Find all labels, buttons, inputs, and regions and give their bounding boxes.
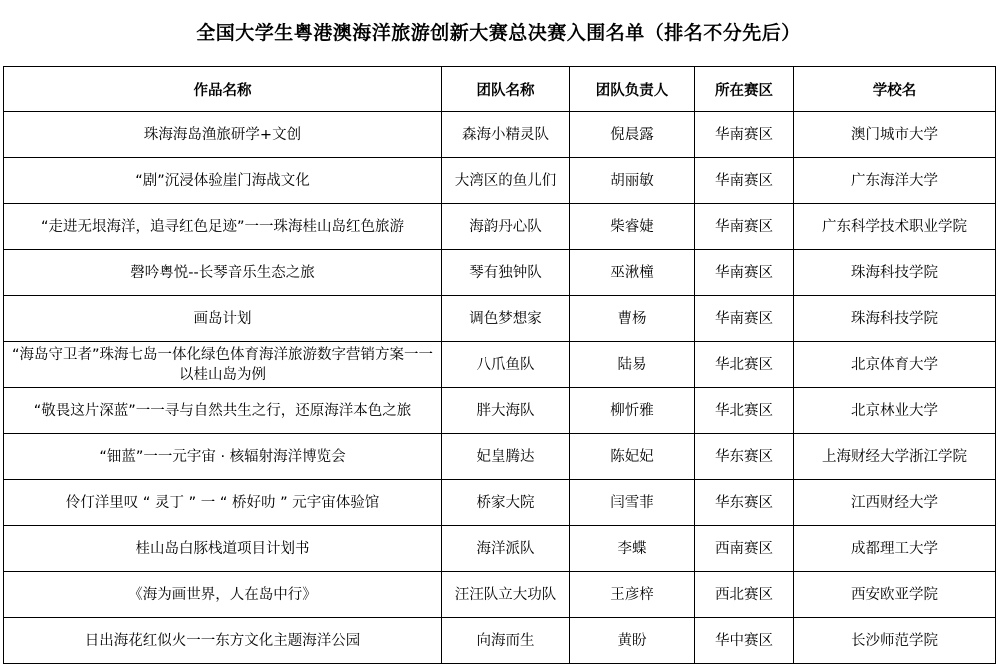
team-leader-cell: 陆易 xyxy=(570,342,695,388)
work-name-cell: “钿蓝”一一元宇宙 · 核辐射海洋博览会 xyxy=(4,434,442,480)
region-cell: 华南赛区 xyxy=(695,250,794,296)
school-cell: 广东海洋大学 xyxy=(794,158,996,204)
team-leader-cell: 王彦梓 xyxy=(570,572,695,618)
header-region: 所在赛区 xyxy=(695,67,794,112)
team-leader-cell: 闫雪菲 xyxy=(570,480,695,526)
work-name-cell: “海岛守卫者”珠海七岛一体化绿色体育海洋旅游数字营销方案一一以桂山岛为例 xyxy=(4,342,442,388)
team-name-cell: 向海而生 xyxy=(442,618,570,664)
team-name-cell: 胖大海队 xyxy=(442,388,570,434)
table-row xyxy=(4,434,996,480)
table-row xyxy=(4,480,996,526)
table-row xyxy=(4,204,996,250)
school-cell: 上海财经大学浙江学院 xyxy=(794,434,996,480)
team-leader-cell: 巫湫橦 xyxy=(570,250,695,296)
table-body xyxy=(4,112,996,664)
region-cell: 华东赛区 xyxy=(695,434,794,480)
region-cell: 华北赛区 xyxy=(695,388,794,434)
school-cell: 北京林业大学 xyxy=(794,388,996,434)
region-cell: 华南赛区 xyxy=(695,112,794,158)
team-leader-cell: 黄盼 xyxy=(570,618,695,664)
header-work-name: 作品名称 xyxy=(4,67,442,112)
table-row xyxy=(4,618,996,664)
table-header-row xyxy=(4,67,996,112)
team-leader-cell: 陈妃妃 xyxy=(570,434,695,480)
region-cell: 华南赛区 xyxy=(695,204,794,250)
table-row xyxy=(4,342,996,388)
region-cell: 华北赛区 xyxy=(695,342,794,388)
region-cell: 华东赛区 xyxy=(695,480,794,526)
school-cell: 长沙师范学院 xyxy=(794,618,996,664)
team-name-cell: 汪汪队立大功队 xyxy=(442,572,570,618)
work-name-cell: 日出海花红似火一一东方文化主题海洋公园 xyxy=(4,618,442,664)
school-cell: 成都理工大学 xyxy=(794,526,996,572)
table-row xyxy=(4,572,996,618)
table-row xyxy=(4,158,996,204)
school-cell: 江西财经大学 xyxy=(794,480,996,526)
header-team-name: 团队名称 xyxy=(442,67,570,112)
work-name-cell: 画岛计划 xyxy=(4,296,442,342)
work-name-cell: 磬吟粤悦--长琴音乐生态之旅 xyxy=(4,250,442,296)
region-cell: 西北赛区 xyxy=(695,572,794,618)
team-name-cell: 海韵丹心队 xyxy=(442,204,570,250)
team-leader-cell: 倪晨露 xyxy=(570,112,695,158)
team-name-cell: 大湾区的鱼儿们 xyxy=(442,158,570,204)
school-cell: 珠海科技学院 xyxy=(794,250,996,296)
work-name-cell: 桂山岛白豚栈道项目计划书 xyxy=(4,526,442,572)
region-cell: 华中赛区 xyxy=(695,618,794,664)
header-team-leader: 团队负责人 xyxy=(570,67,695,112)
team-name-cell: 八爪鱼队 xyxy=(442,342,570,388)
team-name-cell: 森海小精灵队 xyxy=(442,112,570,158)
team-name-cell: 调色梦想家 xyxy=(442,296,570,342)
work-name-cell: 伶仃洋里叹 “ 灵丁 ” 一 “ 桥好叻 ” 元宇宙体验馆 xyxy=(4,480,442,526)
work-name-cell: “走进无垠海洋，追寻红色足迹”一一珠海桂山岛红色旅游 xyxy=(4,204,442,250)
region-cell: 西南赛区 xyxy=(695,526,794,572)
team-name-cell: 海洋派队 xyxy=(442,526,570,572)
table-row xyxy=(4,296,996,342)
school-cell: 珠海科技学院 xyxy=(794,296,996,342)
header-school: 学校名 xyxy=(794,67,996,112)
school-cell: 北京体育大学 xyxy=(794,342,996,388)
team-leader-cell: 柴睿婕 xyxy=(570,204,695,250)
team-leader-cell: 曹杨 xyxy=(570,296,695,342)
team-leader-cell: 柳忻雅 xyxy=(570,388,695,434)
team-name-cell: 妃皇腾达 xyxy=(442,434,570,480)
team-name-cell: 桥家大院 xyxy=(442,480,570,526)
school-cell: 澳门城市大学 xyxy=(794,112,996,158)
work-name-cell: 珠海海岛渔旅研学+文创 xyxy=(4,112,442,158)
table-row xyxy=(4,526,996,572)
team-leader-cell: 胡丽敏 xyxy=(570,158,695,204)
school-cell: 西安欧亚学院 xyxy=(794,572,996,618)
table-row xyxy=(4,388,996,434)
table-row xyxy=(4,112,996,158)
finalist-table xyxy=(3,66,996,664)
region-cell: 华南赛区 xyxy=(695,296,794,342)
work-name-cell: “敬畏这片深蓝”一一寻与自然共生之行，还原海洋本色之旅 xyxy=(4,388,442,434)
page-title: 全国大学生粤港澳海洋旅游创新大赛总决赛入围名单（排名不分先后） xyxy=(196,22,801,44)
region-cell: 华南赛区 xyxy=(695,158,794,204)
work-name-cell: 《海为画世界，人在岛中行》 xyxy=(4,572,442,618)
team-name-cell: 琴有独钟队 xyxy=(442,250,570,296)
table-row xyxy=(4,250,996,296)
work-name-cell: “剧”沉浸体验崖门海战文化 xyxy=(4,158,442,204)
school-cell: 广东科学技术职业学院 xyxy=(794,204,996,250)
team-leader-cell: 李蝶 xyxy=(570,526,695,572)
